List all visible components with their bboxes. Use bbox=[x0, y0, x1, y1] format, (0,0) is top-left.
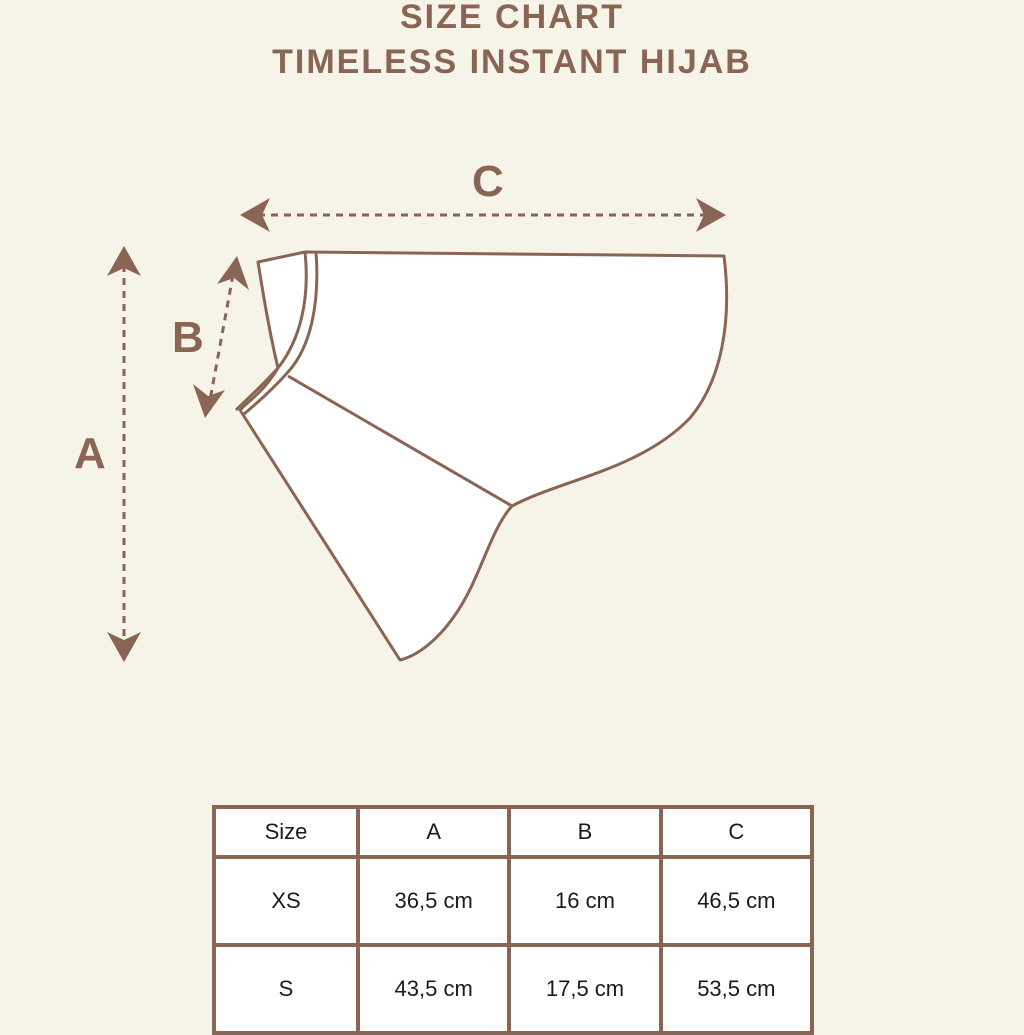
product-name: TIMELESS INSTANT HIJAB bbox=[272, 43, 752, 81]
dimension-c-label: C bbox=[472, 157, 504, 206]
arrow-c-left bbox=[240, 198, 270, 232]
arrow-b-bottom bbox=[193, 384, 225, 418]
column-header-size: Size bbox=[214, 807, 358, 857]
b-cell: 16 cm bbox=[509, 857, 660, 945]
column-header-b: B bbox=[509, 807, 660, 857]
dimension-a-label: A bbox=[74, 429, 106, 478]
size-table bbox=[212, 805, 814, 1035]
dimension-b-line bbox=[210, 275, 233, 400]
a-cell: 36,5 cm bbox=[358, 857, 509, 945]
arrow-b-top bbox=[217, 256, 249, 290]
c-cell: 46,5 cm bbox=[661, 857, 812, 945]
dimension-b-label: B bbox=[172, 313, 204, 362]
size-cell: XS bbox=[214, 857, 358, 945]
column-header-a: A bbox=[358, 807, 509, 857]
chart-title: SIZE CHART bbox=[400, 0, 624, 36]
table-row bbox=[214, 945, 812, 1033]
arrow-a-bottom bbox=[107, 632, 141, 662]
b-cell: 17,5 cm bbox=[509, 945, 660, 1033]
table-header-row bbox=[214, 807, 812, 857]
size-cell: S bbox=[214, 945, 358, 1033]
column-header-c: C bbox=[661, 807, 812, 857]
c-cell: 53,5 cm bbox=[661, 945, 812, 1033]
table-row bbox=[214, 857, 812, 945]
a-cell: 43,5 cm bbox=[358, 945, 509, 1033]
